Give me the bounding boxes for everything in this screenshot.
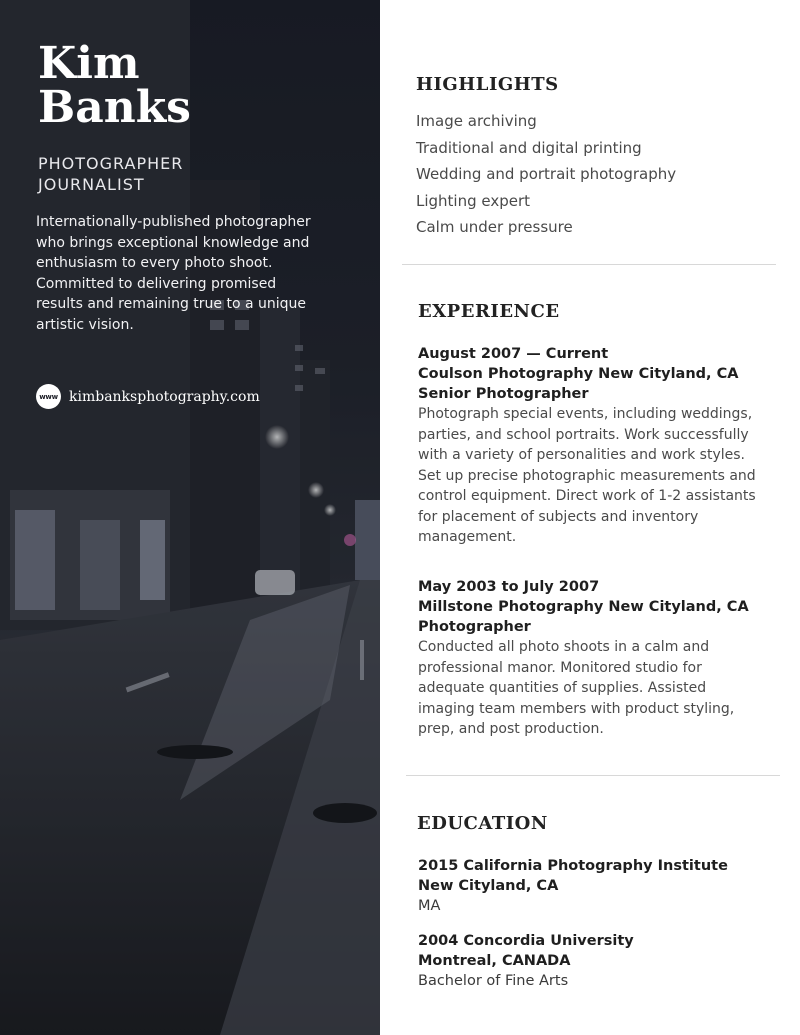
profile-panel (0, 0, 380, 1035)
last-name: Banks (38, 82, 191, 133)
highlight-item: Lighting expert (416, 191, 531, 210)
job-role: Photographer (418, 619, 531, 635)
job-description: Photograph special events, including weddings, parties, and school portraits. Work successfully with a variety of personalities and work styles. Set up precise photographic measurements and control equipment. Direct work of 1-2 assistants for placement of subjects and inventory management. (418, 406, 756, 545)
education-heading: EDUCATION (417, 813, 548, 834)
section-divider (406, 775, 780, 776)
profile-summary: Internationally-published photographer who brings exceptional knowledge and enthusiasm to every photo shoot. Committed to delivering promised results and remaining true to a unique artistic vision. (36, 214, 311, 333)
highlights-list (416, 108, 676, 241)
first-name: Kim (38, 38, 140, 89)
education-entry (418, 931, 763, 991)
highlight-item: Wedding and portrait photography (416, 165, 677, 183)
website-link[interactable] (36, 384, 260, 409)
highlights-heading: HIGHLIGHTS (416, 74, 559, 95)
highlight-item: Calm under pressure (416, 218, 573, 236)
school-name: 2015 California Photography Institute (418, 858, 728, 874)
highlight-item: Traditional and digital printing (416, 138, 642, 157)
school-name: 2004 Concordia University (418, 933, 634, 949)
degree: Bachelor of Fine Arts (418, 973, 569, 989)
title-line-2: JOURNALIST (38, 175, 145, 194)
title-line-1: PHOTOGRAPHER (38, 154, 184, 173)
job-titles (38, 153, 183, 195)
school-location: Montreal, CANADA (418, 953, 571, 969)
job-description: Conducted all photo shoots in a calm and professional manor. Monitored studio for adequate quantities of supplies. Assisted imaging team members with product styling, prep, and post production. (418, 639, 735, 737)
experience-entry (418, 344, 763, 548)
experience-heading: EXPERIENCE (418, 301, 560, 322)
website-text[interactable]: kimbanksphotography.com (69, 388, 260, 405)
education-entry (418, 856, 763, 916)
highlight-item: Image archiving (416, 112, 537, 130)
experience-entry (418, 577, 763, 740)
school-location: New Cityland, CA (418, 878, 559, 894)
section-divider (402, 264, 776, 265)
job-company: Coulson Photography New Cityland, CA (418, 366, 739, 382)
job-role: Senior Photographer (418, 386, 589, 402)
job-dates: August 2007 — Current (418, 346, 609, 362)
job-company: Millstone Photography New Cityland, CA (418, 599, 749, 615)
www-globe-icon: www (36, 384, 61, 409)
job-dates: May 2003 to July 2007 (418, 579, 600, 595)
resume-content (380, 0, 800, 1035)
full-name (38, 38, 191, 133)
degree: MA (418, 898, 441, 914)
